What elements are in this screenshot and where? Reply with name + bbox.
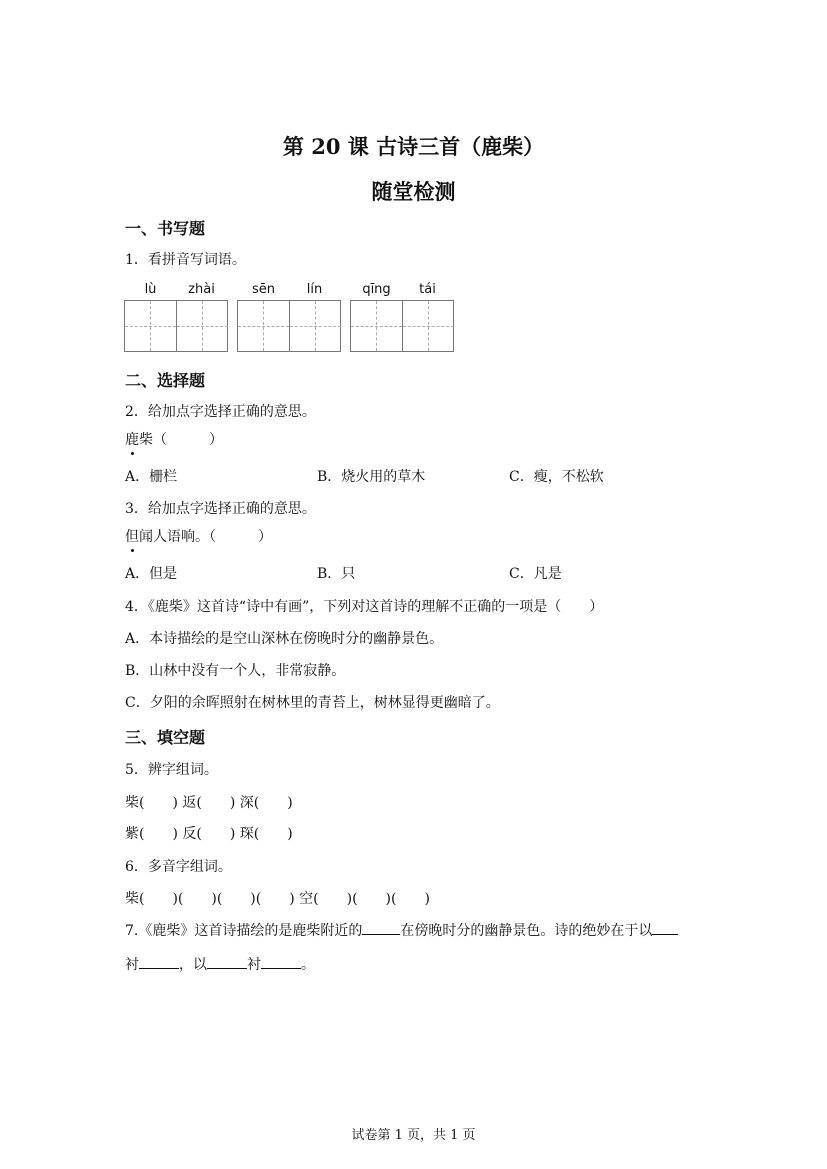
pinyin-label: lù	[144, 282, 157, 297]
q6-prompt: 6．多音字组词。	[125, 859, 232, 875]
dotted-char: 鹿	[125, 429, 139, 449]
q2-stem	[125, 429, 223, 449]
fill-blank[interactable]	[261, 954, 301, 969]
pinyin-label: lín	[306, 282, 323, 297]
q3-stem-text: 闻人语响。（ ）	[139, 529, 272, 545]
fill-blank[interactable]	[362, 920, 400, 935]
page-title: 第 20 课 古诗三首（鹿柴）	[282, 134, 545, 159]
q5-prompt: 5．辨字组词。	[125, 762, 218, 778]
grid-cell[interactable]	[176, 301, 228, 351]
fill-blank[interactable]	[207, 954, 247, 969]
fill-blank[interactable]	[652, 920, 678, 935]
q2-option-a[interactable]: A．栅栏	[125, 469, 178, 485]
page-footer: 试卷第 1 页，共 1 页	[351, 1128, 476, 1143]
q7-text: 在傍晚时分的幽静景色。诗的绝妙在于以	[400, 923, 653, 939]
q6-row: 柴( )( )( )( ) 空( )( )( )	[125, 891, 430, 907]
section-heading-choice: 二、选择题	[125, 371, 206, 390]
q4-option-c[interactable]: C．夕阳的余晖照射在树林里的青苔上，树林显得更幽暗了。	[125, 695, 500, 711]
pinyin-label: qīng	[362, 282, 391, 297]
q7-text: 。	[301, 957, 315, 973]
q3-option-a[interactable]: A．但是	[125, 566, 178, 582]
writing-grid[interactable]	[350, 300, 454, 352]
q1-prompt: 1．看拼音写词语。	[125, 252, 246, 268]
q4-option-a[interactable]: A．本诗描绘的是空山深林在傍晚时分的幽静景色。	[125, 631, 444, 647]
q4-prompt: 4．《鹿柴》这首诗“诗中有画”，下列对这首诗的理解不正确的一项是（ ）	[125, 599, 604, 615]
q5-row-1: 柴( ) 返( ) 深( )	[125, 795, 293, 811]
pinyin-label: tái	[419, 282, 436, 297]
grid-cell[interactable]	[289, 301, 341, 351]
writing-grid[interactable]	[237, 300, 341, 352]
q7-text: ，以	[179, 957, 207, 973]
q5-row-2: 紫( ) 反( ) 琛( )	[125, 826, 293, 842]
q2-stem-text: 柴（ ）	[139, 432, 223, 448]
writing-grid[interactable]	[124, 300, 228, 352]
q3-option-c[interactable]: C．凡是	[509, 566, 562, 582]
q2-option-b[interactable]: B．烧火用的草木	[317, 469, 426, 485]
pinyin-label: sēn	[251, 282, 275, 297]
grid-cell[interactable]	[402, 301, 454, 351]
section-heading-writing: 一、书写题	[125, 219, 206, 238]
q3-stem	[125, 526, 272, 546]
dotted-char: 但	[125, 526, 139, 546]
q4-option-b[interactable]: B．山林中没有一个人，非常寂静。	[125, 663, 346, 679]
q7-text: 衬	[247, 957, 261, 973]
q2-option-c[interactable]: C．瘦，不松软	[509, 469, 604, 485]
q7-text: 7.《鹿柴》这首诗描绘的是鹿柴附近的	[125, 923, 363, 939]
q7-line-2	[125, 954, 315, 974]
q7-text: 衬	[125, 957, 139, 973]
fill-blank[interactable]	[139, 954, 179, 969]
q3-option-b[interactable]: B．只	[317, 566, 356, 582]
q2-prompt: 2．给加点字选择正确的意思。	[125, 404, 316, 420]
q3-prompt: 3．给加点字选择正确的意思。	[125, 501, 316, 517]
page-subtitle: 随堂检测	[371, 179, 456, 204]
grid-cell[interactable]	[238, 301, 289, 351]
grid-cell[interactable]	[125, 301, 176, 351]
q7-line-1	[125, 920, 678, 940]
pinyin-label: zhài	[188, 282, 215, 297]
section-heading-fill: 三、填空题	[125, 728, 206, 747]
grid-cell[interactable]	[351, 301, 402, 351]
